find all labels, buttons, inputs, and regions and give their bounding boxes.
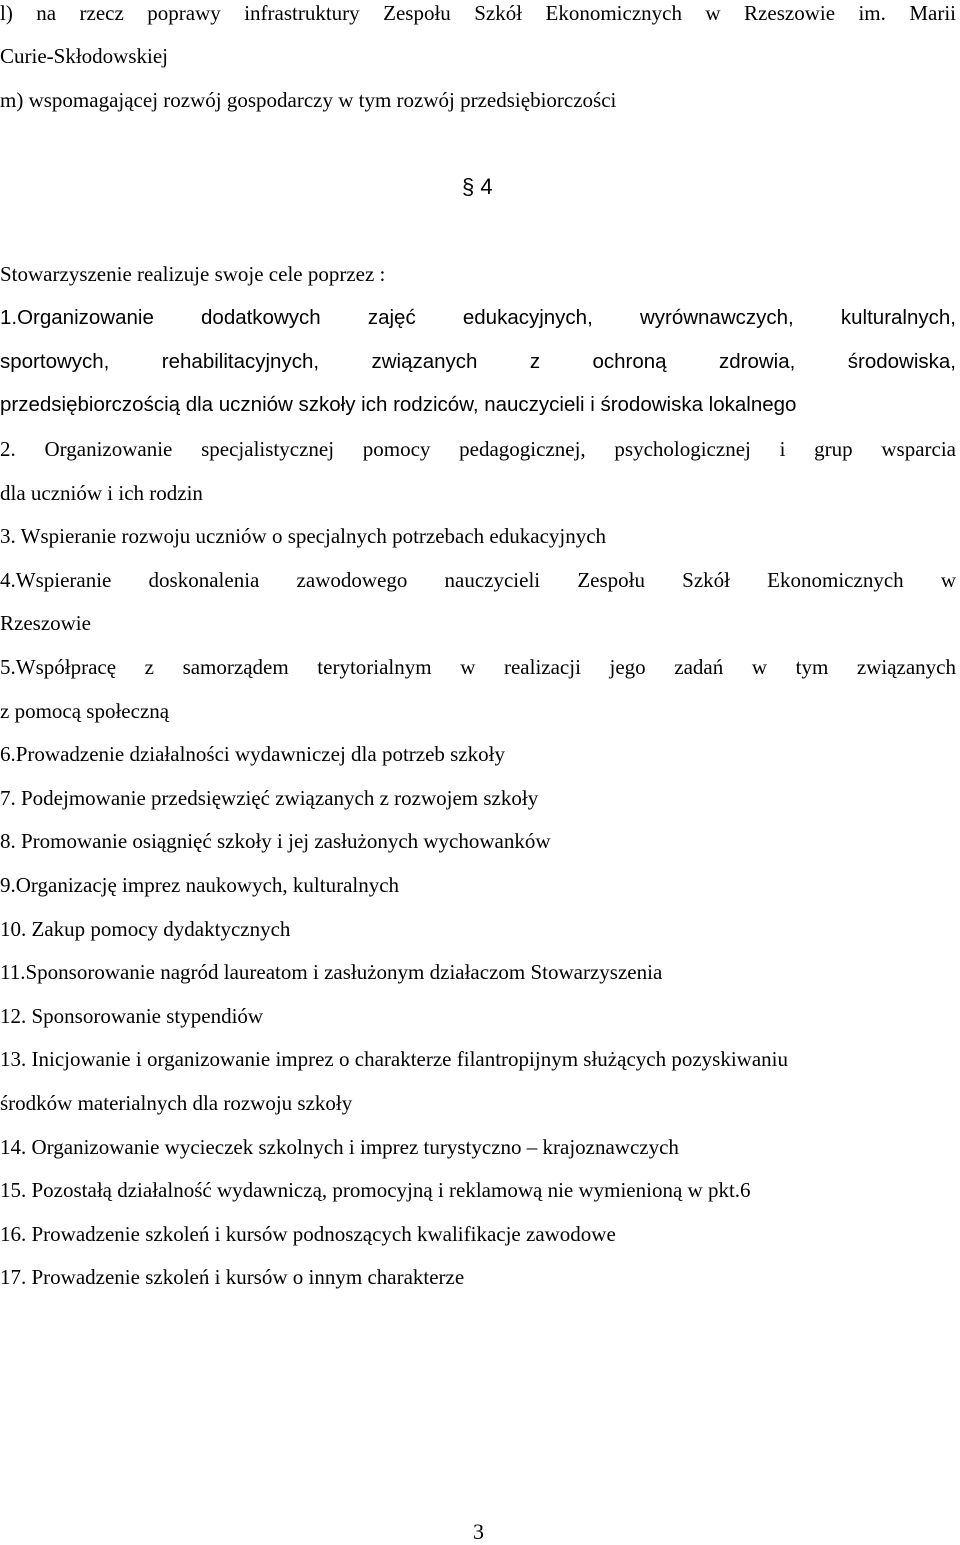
list-item-6: 6.Prowadzenie działalności wydawniczej dla potrzeb szkoły [0, 742, 505, 766]
list-item-l-line2: Curie-Skłodowskiej [0, 44, 168, 68]
list-item-l-line1: l) na rzecz poprawy infrastruktury Zespołu Szkół Ekonomicznych w Rzeszowie im. Marii [0, 1, 956, 25]
list-item-3: 3. Wspieranie rozwoju uczniów o specjalnych potrzebach edukacyjnych [0, 524, 607, 548]
list-item-1-line2: sportowych, rehabilitacyjnych, związanych z ochroną zdrowia, środowiska, [0, 350, 956, 373]
list-item-4-line1: 4.Wspieranie doskonalenia zawodowego nauczycieli Zespołu Szkół Ekonomicznych w [0, 568, 956, 592]
list-item-4-line2: Rzeszowie [0, 611, 91, 635]
list-item-8: 8. Promowanie osiągnięć szkoły i jej zasłużonych wychowanków [0, 829, 551, 853]
list-item-15: 15. Pozostałą działalność wydawniczą, promocyjną i reklamową nie wymienioną w pkt.6 [0, 1178, 751, 1202]
list-item-16: 16. Prowadzenie szkoleń i kursów podnoszących kwalifikacje zawodowe [0, 1222, 616, 1246]
list-item-17: 17. Prowadzenie szkoleń i kursów o innym charakterze [0, 1265, 465, 1289]
page-number: 3 [473, 1519, 484, 1544]
list-item-12: 12. Sponsorowanie stypendiów [0, 1004, 264, 1028]
list-item-5-line2: z pomocą społeczną [0, 699, 170, 723]
list-item-2-line2: dla uczniów i ich rodzin [0, 481, 203, 505]
lead-paragraph: Stowarzyszenie realizuje swoje cele poprzez : [0, 262, 386, 286]
list-item-13-line1: 13. Inicjowanie i organizowanie imprez o charakterze filantropijnym służących pozyskiwaniu [0, 1047, 788, 1071]
list-item-14: 14. Organizowanie wycieczek szkolnych i imprez turystyczno – krajoznawczych [0, 1135, 679, 1159]
list-item-11: 11.Sponsorowanie nagród laureatom i zasłużonym działaczom Stowarzyszenia [0, 960, 663, 984]
list-item-10: 10. Zakup pomocy dydaktycznych [0, 917, 291, 941]
list-item-9: 9.Organizację imprez naukowych, kulturalnych [0, 873, 400, 897]
list-item-2-line1: 2. Organizowanie specjalistycznej pomocy pedagogicznej, psychologicznej i grup wsparcia [0, 437, 956, 461]
list-item-5-line1: 5.Współpracę z samorządem terytorialnym w realizacji jego zadań w tym związanych [0, 655, 956, 679]
list-item-13-line2: środków materialnych dla rozwoju szkoły [0, 1091, 353, 1115]
list-item-7: 7. Podejmowanie przedsięwzięć związanych z rozwojem szkoły [0, 786, 539, 810]
list-item-1-line3: przedsiębiorczością dla uczniów szkoły ich rodziców, nauczycieli i środowiska lokalnego [0, 393, 797, 416]
list-item-1-line1: 1.Organizowanie dodatkowych zajęć edukacyjnych, wyrównawczych, kulturalnych, [0, 306, 956, 329]
list-item-m: m) wspomagającej rozwój gospodarczy w tym rozwój przedsiębiorczości [0, 88, 617, 112]
section-heading: § 4 [462, 174, 493, 199]
